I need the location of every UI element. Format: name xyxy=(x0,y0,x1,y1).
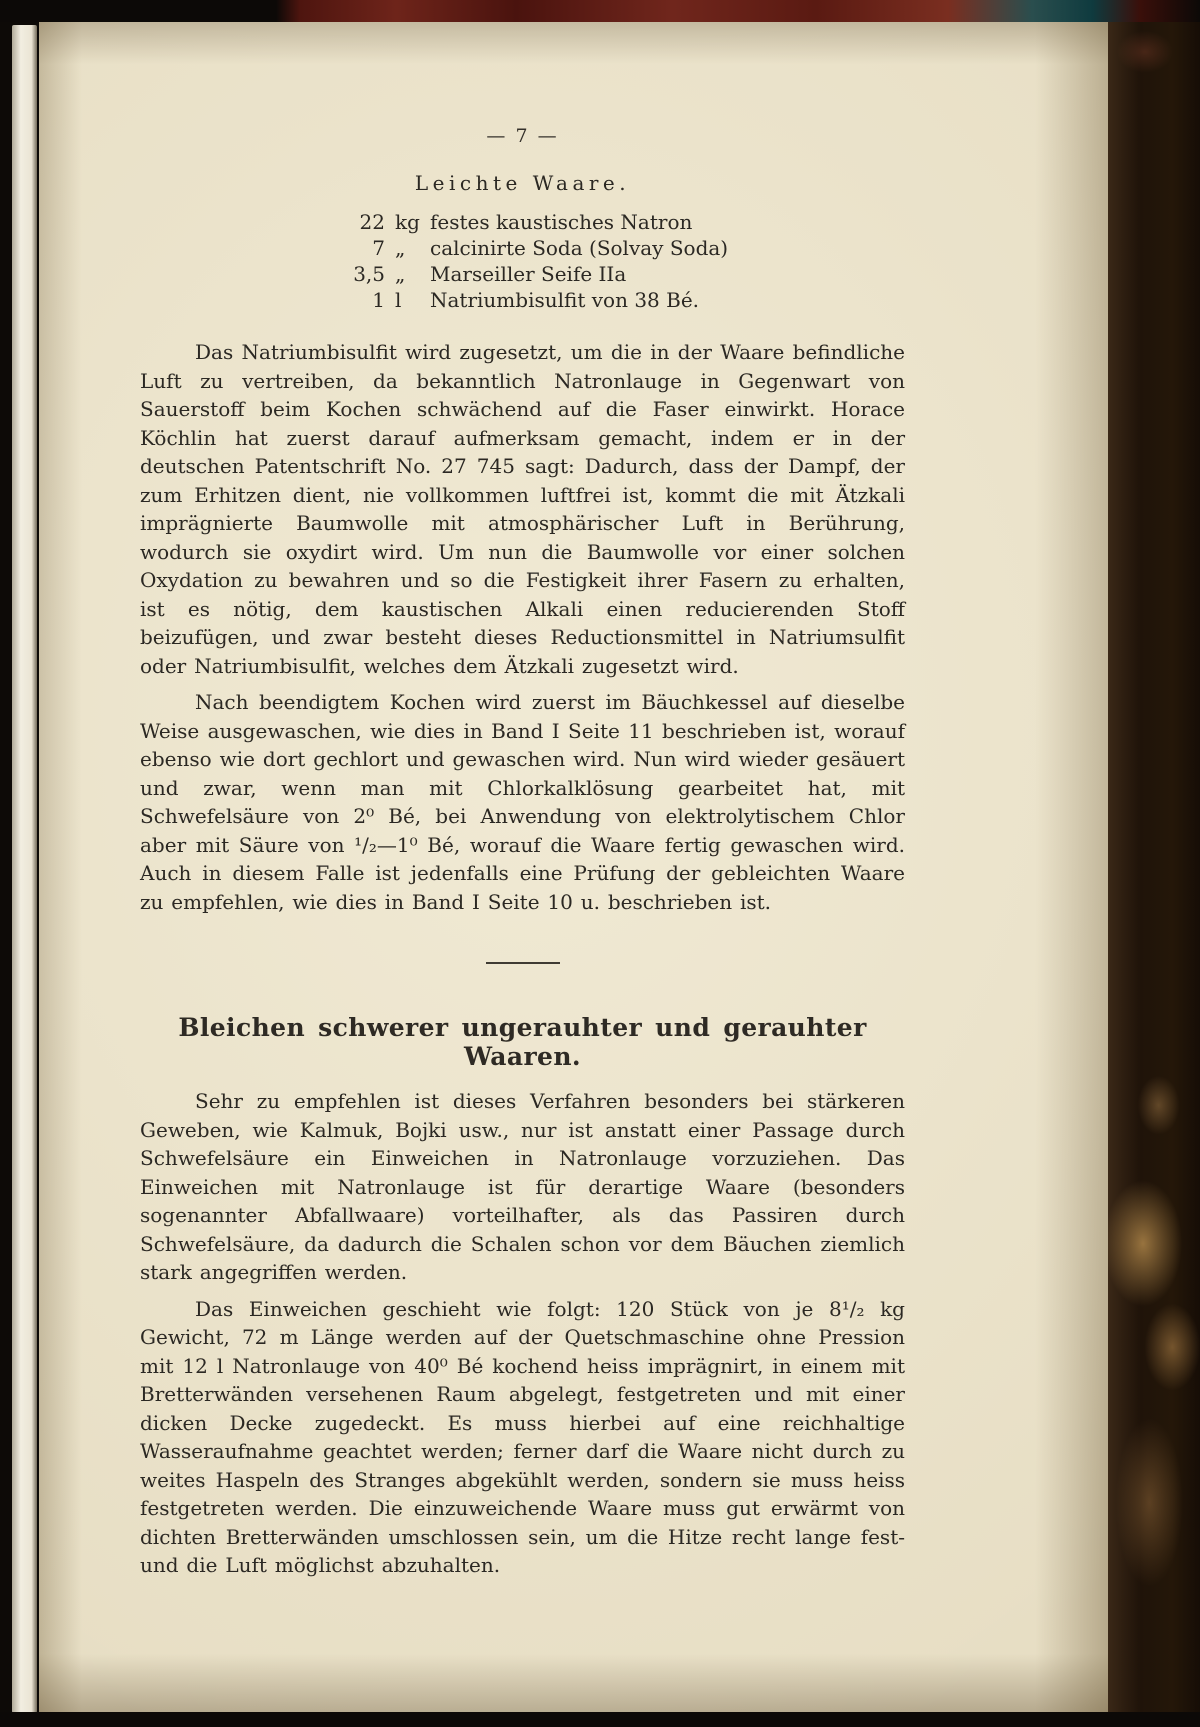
recipe-item-name: festes kaustisches Natron xyxy=(430,210,693,234)
page-number: — 7 — xyxy=(486,125,559,147)
recipe-row xyxy=(345,261,905,287)
book-page xyxy=(39,22,1110,1713)
recipe-qty: 1 xyxy=(372,288,385,312)
recipe-qty: 7 xyxy=(372,236,385,260)
book-cover-bottom-edge xyxy=(0,1712,1200,1727)
recipe-list xyxy=(345,209,905,313)
recipe-unit: l xyxy=(395,288,402,312)
recipe-unit: kg xyxy=(395,210,420,234)
recipe-qty: 3,5 xyxy=(353,262,385,286)
body-text xyxy=(140,1087,905,1580)
recipe-row xyxy=(345,235,905,261)
body-paragraph: Sehr zu empfehlen ist dieses Verfahren besonders bei stärkeren Geweben, wie Kalmuk, Bojki usw., nur ist anstatt einer Passage durch Schwefelsäure ein Einweichen in Natronlauge vorzuziehen. Das Einweichen mit Natronlauge ist für derartige Waare (besonders sogenannter Abfallwaare) vorteilhafter, als das Passiren durch Schwefelsäure, da dadurch die Schalen schon vor dem Bäuchen ziemlich stark angegriffen werden. xyxy=(140,1089,905,1284)
recipe-row xyxy=(345,209,905,235)
recipe-qty: 22 xyxy=(359,210,385,234)
recipe-unit: „ xyxy=(395,262,406,286)
section-divider xyxy=(486,962,560,964)
recipe-row xyxy=(345,287,905,313)
recipe-item-name: Marseiller Seife IIa xyxy=(430,262,627,286)
recipe-item-name: Natriumbisulfit von 38 Bé. xyxy=(430,288,700,312)
book-spine-edge xyxy=(1108,0,1200,1727)
body-text xyxy=(140,338,905,916)
body-paragraph: Das Natriumbisulfit wird zugesetzt, um die in der Waare befindliche Luft zu vertreiben, da bekanntlich Natronlauge in Gegenwart von Sauerstoff beim Kochen schwächend auf die Faser einwirkt. Horace Köchlin hat zuerst darauf aufmerksam gemacht, indem er in der deutschen Patentschrift No. 27 745 sagt: Dadurch, dass der Dampf, der zum Erhitzen dient, nie vollkommen luftfrei ist, kommt die mit Ätzkali imprägnierte Baumwolle mit atmosphärischer Luft in Berührung, wodurch sie oxydirt wird. Um nun die Baumwolle vor einer solchen Oxydation zu bewahren und so die Festigkeit ihrer Fasern zu erhalten, ist es nötig, dem kaustischen Alkali einen reducierenden Stoff beizufügen, und zwar besteht dieses Reductionsmittel in Natriumsulfit oder Natriumbisulfit, welches dem Ätzkali zugesetzt wird. xyxy=(140,340,905,678)
page-content xyxy=(39,22,1110,1580)
body-paragraph: Nach beendigtem Kochen wird zuerst im Bäuchkessel auf dieselbe Weise ausgewaschen, wie dies in Band I Seite 11 beschrieben ist, worauf ebenso wie dort gechlort und gewaschen wird. Nun wird wieder gesäuert und zwar, wenn man mit Chlorkalklösung gearbeitet hat, mit Schwefelsäure von 2⁰ Bé, bei Anwendung von elektrolytischem Chlor aber mit Säure von ¹/₂—1⁰ Bé, worauf die Waare fertig gewaschen wird. Auch in diesem Falle ist jedenfalls eine Prüfung der gebleichten Waare zu empfehlen, wie dies in Band I Seite 10 u. beschrieben ist. xyxy=(140,690,905,914)
book-cover-top-edge xyxy=(0,0,1200,22)
section-heading: Bleichen schwerer ungerauhter und gerauhter Waaren. xyxy=(178,1013,867,1071)
body-paragraph: Das Einweichen geschieht wie folgt: 120 Stück von je 8¹/₂ kg Gewicht, 72 m Länge werden auf der Quetschmaschine ohne Pression mit 12 l Natronlauge von 40⁰ Bé kochend heiss imprägnirt, in einem mit Bretterwänden versehenen Raum abgelegt, festgetreten und mit einer dicken Decke zugedeckt. Es muss hierbei auf eine reichhaltige Wasseraufnahme geachtet werden; ferner darf die Waare nicht durch zu weites Haspeln des Stranges abgekühlt werden, sondern sie muss heiss festgetreten werden. Die einzuweichende Waare muss gut erwärmt von dichten Bretterwänden umschlossen sein, um die Hitze recht lange fest- und die Luft möglichst abzuhalten. xyxy=(140,1296,905,1577)
recipe-heading: Leichte Waare. xyxy=(414,170,631,195)
recipe-unit: „ xyxy=(395,236,406,260)
adjacent-page-edge xyxy=(12,25,37,1713)
recipe-item-name: calcinirte Soda (Solvay Soda) xyxy=(430,236,729,260)
